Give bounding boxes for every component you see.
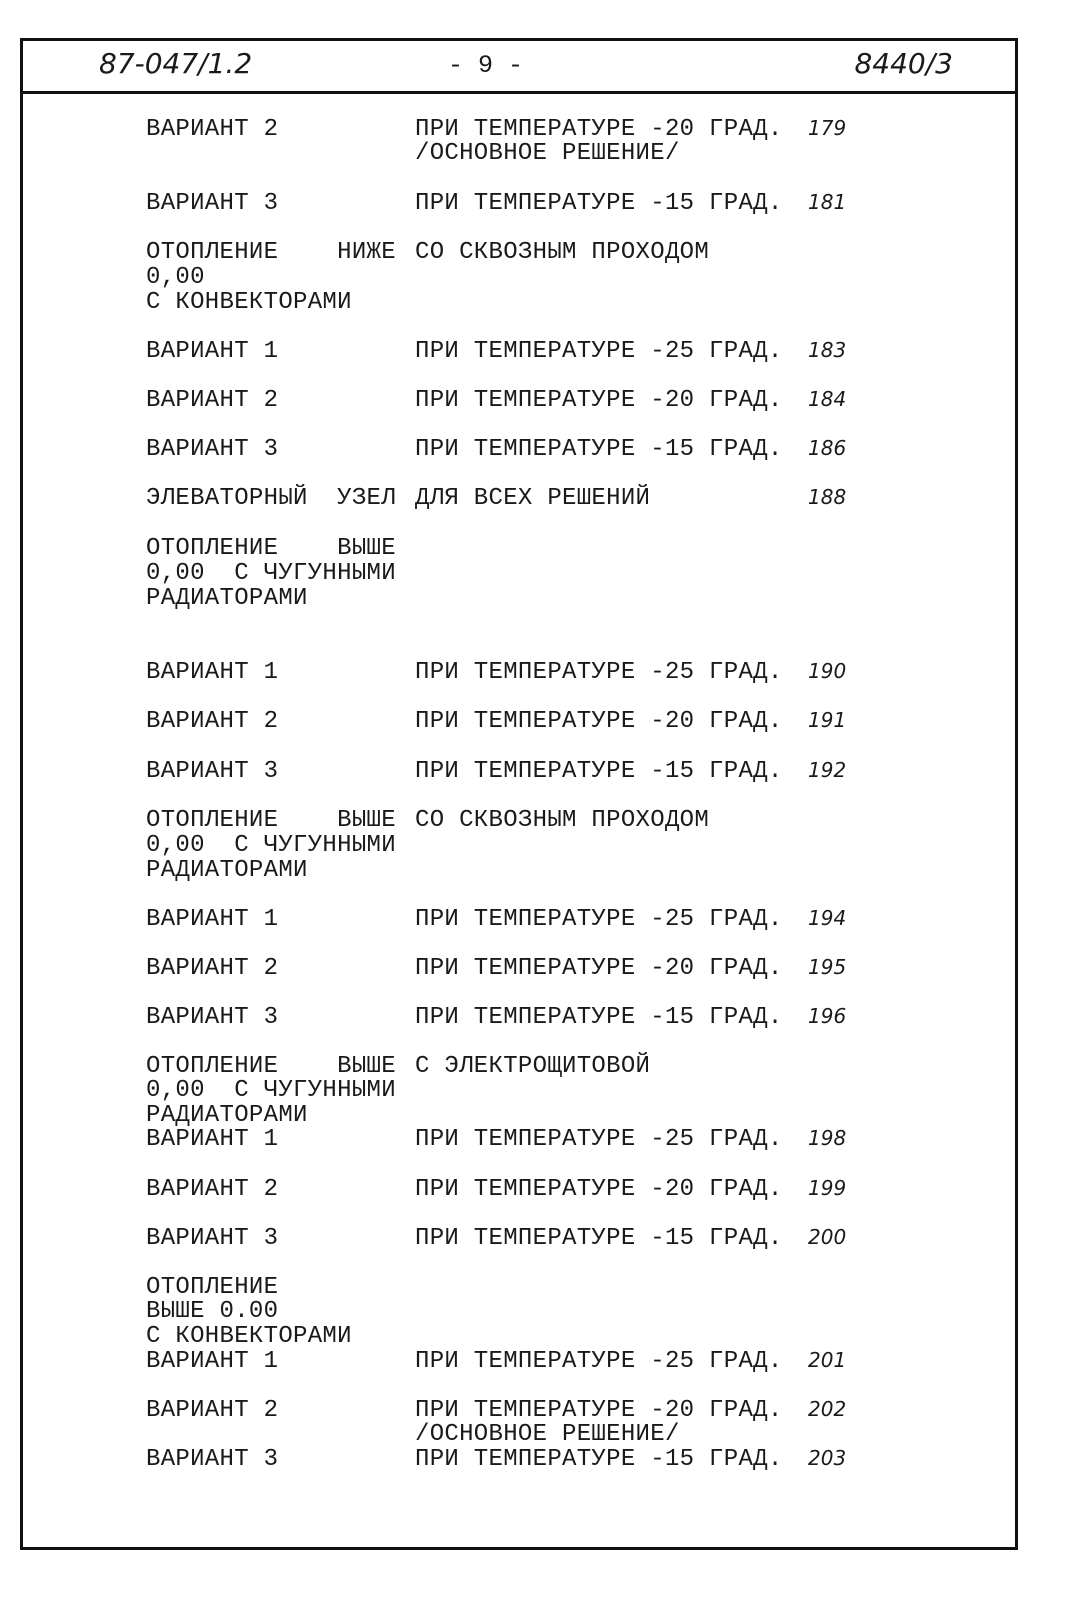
row-page-ref: 186 bbox=[808, 436, 847, 460]
row-label: ВАРИАНТ 3 bbox=[146, 1225, 279, 1252]
row-page-ref: 190 bbox=[808, 659, 847, 683]
row-page-ref: 201 bbox=[808, 1348, 847, 1372]
row-description: ПРИ ТЕМПЕРАТУРЕ -25 ГРАД. bbox=[415, 906, 783, 933]
row-label: ВАРИАНТ 2 bbox=[146, 116, 279, 143]
row-label: ОТОПЛЕНИЕ ВЫШЕ bbox=[146, 1053, 396, 1080]
row-description: ПРИ ТЕМПЕРАТУРЕ -15 ГРАД. bbox=[415, 758, 783, 785]
row-label: С КОНВЕКТОРАМИ bbox=[146, 289, 352, 316]
row-description: ПРИ ТЕМПЕРАТУРЕ -25 ГРАД. bbox=[415, 1348, 783, 1375]
row-page-ref: 184 bbox=[808, 387, 847, 411]
row-description: /ОСНОВНОЕ РЕШЕНИЕ/ bbox=[415, 1421, 680, 1448]
row-description: ПРИ ТЕМПЕРАТУРЕ -20 ГРАД. bbox=[415, 1397, 783, 1424]
row-label: ВАРИАНТ 3 bbox=[146, 1004, 279, 1031]
row-page-ref: 179 bbox=[808, 116, 847, 140]
row-label: ОТОПЛЕНИЕ ВЫШЕ bbox=[146, 535, 396, 562]
row-label: ОТОПЛЕНИЕ НИЖЕ bbox=[146, 239, 396, 266]
row-description: /ОСНОВНОЕ РЕШЕНИЕ/ bbox=[415, 140, 680, 167]
row-label: ВАРИАНТ 1 bbox=[146, 1126, 279, 1153]
row-page-ref: 183 bbox=[808, 338, 847, 362]
row-label: 0,00 С ЧУГУННЫМИ bbox=[146, 560, 396, 587]
row-label: ВЫШЕ 0.00 bbox=[146, 1298, 279, 1325]
row-label: ВАРИАНТ 2 bbox=[146, 955, 279, 982]
row-page-ref: 200 bbox=[808, 1225, 847, 1249]
row-description: СО СКВОЗНЫМ ПРОХОДОМ bbox=[415, 807, 710, 834]
row-label: ЭЛЕВАТОРНЫЙ УЗЕЛ bbox=[146, 485, 396, 512]
row-description: ПРИ ТЕМПЕРАТУРЕ -15 ГРАД. bbox=[415, 1004, 783, 1031]
row-page-ref: 196 bbox=[808, 1004, 847, 1028]
row-description: ПРИ ТЕМПЕРАТУРЕ -25 ГРАД. bbox=[415, 659, 783, 686]
row-description: ПРИ ТЕМПЕРАТУРЕ -20 ГРАД. bbox=[415, 1176, 783, 1203]
row-page-ref: 191 bbox=[808, 708, 847, 732]
row-description: С ЭЛЕКТРОЩИТОВОЙ bbox=[415, 1053, 651, 1080]
row-page-ref: 195 bbox=[808, 955, 847, 979]
row-label: ВАРИАНТ 3 bbox=[146, 1446, 279, 1473]
row-label: ВАРИАНТ 2 bbox=[146, 708, 279, 735]
row-description: ПРИ ТЕМПЕРАТУРЕ -15 ГРАД. bbox=[415, 436, 783, 463]
row-label: РАДИАТОРАМИ bbox=[146, 857, 308, 884]
row-page-ref: 198 bbox=[808, 1126, 847, 1150]
row-description: ПРИ ТЕМПЕРАТУРЕ -20 ГРАД. bbox=[415, 955, 783, 982]
row-description: ПРИ ТЕМПЕРАТУРЕ -25 ГРАД. bbox=[415, 1126, 783, 1153]
row-description: ПРИ ТЕМПЕРАТУРЕ -15 ГРАД. bbox=[415, 1446, 783, 1473]
row-label: ОТОПЛЕНИЕ bbox=[146, 1274, 279, 1301]
row-label: ВАРИАНТ 3 bbox=[146, 190, 279, 217]
row-label: ВАРИАНТ 2 bbox=[146, 1397, 279, 1424]
row-description: ПРИ ТЕМПЕРАТУРЕ -15 ГРАД. bbox=[415, 1225, 783, 1252]
row-page-ref: 181 bbox=[808, 190, 847, 214]
page-header bbox=[23, 41, 1015, 94]
row-label: 0,00 bbox=[146, 264, 205, 291]
row-page-ref: 194 bbox=[808, 906, 847, 930]
row-label: 0,00 С ЧУГУННЫМИ bbox=[146, 1077, 396, 1104]
row-label: С КОНВЕКТОРАМИ bbox=[146, 1323, 352, 1350]
archive-number: 8440/3 bbox=[854, 47, 953, 80]
row-page-ref: 202 bbox=[808, 1397, 847, 1421]
row-description: ПРИ ТЕМПЕРАТУРЕ -20 ГРАД. bbox=[415, 387, 783, 414]
row-description: ПРИ ТЕМПЕРАТУРЕ -15 ГРАД. bbox=[415, 190, 783, 217]
row-label: ВАРИАНТ 2 bbox=[146, 387, 279, 414]
row-label: РАДИАТОРАМИ bbox=[146, 1102, 308, 1129]
row-label: ВАРИАНТ 2 bbox=[146, 1176, 279, 1203]
row-page-ref: 203 bbox=[808, 1446, 847, 1470]
row-label: ВАРИАНТ 1 bbox=[146, 1348, 279, 1375]
row-description: ПРИ ТЕМПЕРАТУРЕ -20 ГРАД. bbox=[415, 116, 783, 143]
document-code: 87-047/1.2 bbox=[99, 47, 253, 80]
row-label: ВАРИАНТ 3 bbox=[146, 758, 279, 785]
row-label: ВАРИАНТ 1 bbox=[146, 338, 279, 365]
row-label: РАДИАТОРАМИ bbox=[146, 585, 308, 612]
row-label: ВАРИАНТ 1 bbox=[146, 659, 279, 686]
row-page-ref: 192 bbox=[808, 758, 847, 782]
row-label: 0,00 С ЧУГУННЫМИ bbox=[146, 832, 396, 859]
row-description: ПРИ ТЕМПЕРАТУРЕ -20 ГРАД. bbox=[415, 708, 783, 735]
row-page-ref: 188 bbox=[808, 485, 847, 509]
row-label: ВАРИАНТ 1 bbox=[146, 906, 279, 933]
row-description: СО СКВОЗНЫМ ПРОХОДОМ bbox=[415, 239, 710, 266]
row-label: ОТОПЛЕНИЕ ВЫШЕ bbox=[146, 807, 396, 834]
page-number: - 9 - bbox=[448, 51, 524, 80]
row-page-ref: 199 bbox=[808, 1176, 847, 1200]
document-sheet bbox=[20, 38, 1018, 1550]
row-label: ВАРИАНТ 3 bbox=[146, 436, 279, 463]
row-description: ДЛЯ ВСЕХ РЕШЕНИЙ bbox=[415, 485, 651, 512]
row-description: ПРИ ТЕМПЕРАТУРЕ -25 ГРАД. bbox=[415, 338, 783, 365]
